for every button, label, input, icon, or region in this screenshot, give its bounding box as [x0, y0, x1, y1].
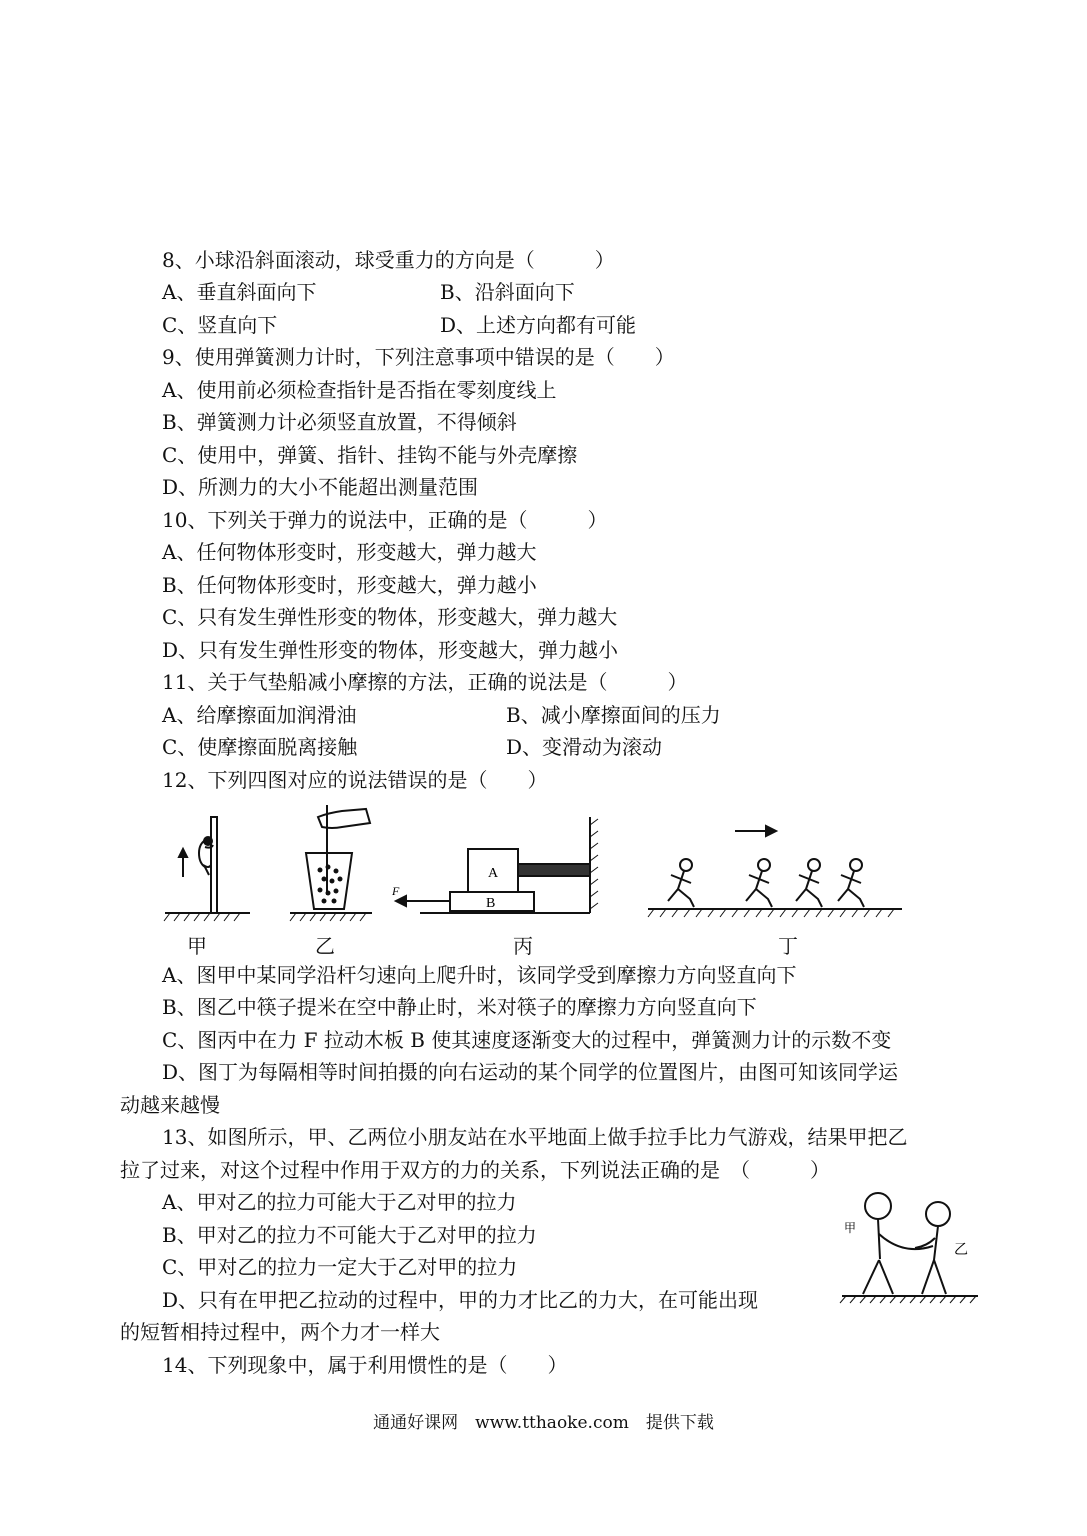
q11-option-c: C、使摩擦面脱离接触	[162, 735, 358, 759]
q9-option-c: C、使用中，弹簧、指针、挂钩不能与外壳摩擦	[162, 443, 578, 467]
tug-label-yi: 乙	[954, 1242, 968, 1258]
q12-option-b: B、图乙中筷子提米在空中静止时，米对筷子的摩擦力方向竖直向下	[162, 995, 757, 1019]
q8-option-a: A、垂直斜面向下	[162, 280, 317, 304]
q12-option-c: C、图丙中在力 F 拉动木板 B 使其速度逐渐变大的过程中，弹簧测力计的示数不变	[162, 1028, 892, 1052]
q13-stem-line2: 拉了过来，对这个过程中作用于双方的力的关系，下列说法正确的是 （ ）	[120, 1158, 830, 1182]
q9-option-d: D、所测力的大小不能超出测量范围	[162, 475, 479, 499]
q10-option-a: A、任何物体形变时，形变越大，弹力越大	[162, 540, 537, 564]
q14-stem: 14、下列现象中，属于利用惯性的是（ ）	[162, 1353, 568, 1377]
figure-label-ding: 丁	[778, 934, 798, 958]
figure-bing-label-b: B	[486, 896, 496, 911]
q13-option-d-line1: D、只有在甲把乙拉动的过程中，甲的力才比乙的力大，在可能出现	[162, 1288, 759, 1312]
q9-option-a: A、使用前必须检查指针是否指在零刻度线上	[162, 378, 557, 402]
figure-label-jia: 甲	[187, 934, 207, 958]
q13-option-c: C、甲对乙的拉力一定大于乙对甲的拉力	[162, 1255, 518, 1279]
figure-bing-blocks-spring	[396, 817, 598, 913]
q11-option-d: D、变滑动为滚动	[506, 735, 663, 759]
runner-2	[746, 859, 772, 907]
q8-option-d: D、上述方向都有可能	[440, 313, 637, 337]
runner-3	[796, 859, 822, 907]
q10-stem: 10、下列关于弹力的说法中，正确的是（ ）	[162, 508, 608, 532]
q10-option-d: D、只有发生弹性形变的物体，形变越大，弹力越小	[162, 638, 619, 662]
q12-option-d-line2: 动越来越慢	[120, 1093, 220, 1117]
figure-bing-label-a: A	[488, 866, 499, 881]
q13-option-b: B、甲对乙的拉力不可能大于乙对甲的拉力	[162, 1223, 537, 1247]
figure-yi-chopstick-rice	[290, 805, 372, 921]
q12-option-d-line1: D、图丁为每隔相等时间拍摄的向右运动的某个同学的位置图片，由图可知该同学运	[162, 1060, 899, 1084]
q11-option-a: A、给摩擦面加润滑油	[162, 703, 357, 727]
figure-ding-runners	[648, 826, 902, 917]
q10-option-c: C、只有发生弹性形变的物体，形变越大，弹力越大	[162, 605, 618, 629]
q8-stem: 8、小球沿斜面滚动，球受重力的方向是（ ）	[162, 248, 615, 272]
q11-stem: 11、关于气垫船减小摩擦的方法，正确的说法是（ ）	[162, 670, 688, 694]
q12-stem: 12、下列四图对应的说法错误的是（ ）	[162, 768, 548, 792]
q10-option-b: B、任何物体形变时，形变越大，弹力越小	[162, 573, 537, 597]
figure-jia-climber	[164, 817, 250, 921]
q9-option-b: B、弹簧测力计必须竖直放置，不得倾斜	[162, 410, 517, 434]
runner-1	[668, 859, 694, 907]
q13-option-a: A、甲对乙的拉力可能大于乙对甲的拉力	[162, 1190, 517, 1214]
q13-option-d-line2: 的短暂相持过程中，两个力才一样大	[120, 1320, 440, 1344]
page-footer: 通通好课网 www.tthaoke.com 提供下载	[373, 1413, 714, 1433]
figure-bing-label-f: F	[392, 884, 400, 898]
figure-label-bing: 丙	[513, 934, 533, 958]
tug-label-jia: 甲	[844, 1221, 857, 1235]
q9-stem: 9、使用弹簧测力计时，下列注意事项中错误的是（ ）	[162, 345, 675, 369]
runner-4	[838, 859, 864, 907]
q12-option-a: A、图甲中某同学沿杆匀速向上爬升时，该同学受到摩擦力方向竖直向下	[162, 963, 797, 987]
q11-option-b: B、减小摩擦面间的压力	[506, 703, 721, 727]
q8-option-b: B、沿斜面向下	[440, 280, 575, 304]
q12-figure	[150, 795, 920, 925]
q13-stem-line1: 13、如图所示，甲、乙两位小朋友站在水平地面上做手拉手比力气游戏，结果甲把乙	[162, 1125, 908, 1149]
q8-option-c: C、竖直向下	[162, 313, 278, 337]
q13-figure-tug	[838, 1188, 980, 1308]
figure-label-yi: 乙	[315, 934, 335, 958]
